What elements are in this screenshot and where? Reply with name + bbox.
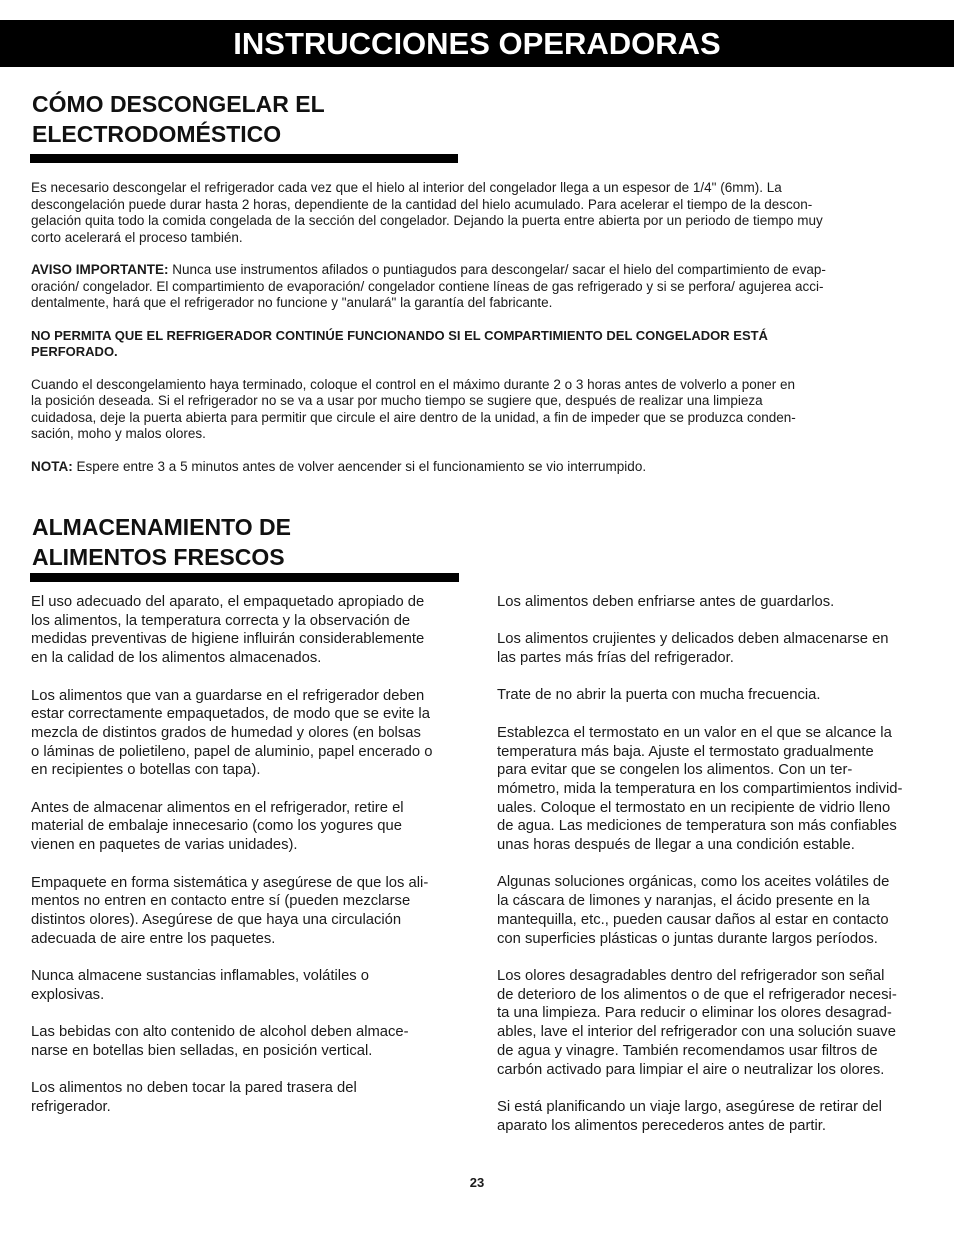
paragraph: Es necesario descongelar el refrigerador cada vez que el hielo al interior del congelador llega a un espesor de 1/4" (6mm). La descongelación puede durar hasta 2 horas, dependiente de la cantidad del hielo acumulado. Para acelerar el tiempo de la descon- gelación quita todo la comida congelada de la sección del congelador. Dejando la puerta entre abierta por un periodo de tiempo muy corto acelerará el proceso también. xyxy=(31,180,823,245)
section-divider xyxy=(30,573,459,582)
paragraph: Cuando el descongelamiento haya terminado, coloque el control en el máximo durante 2 o 3 horas antes de volverlo a poner en la posición deseada. Si el refrigerador no se va a usar por mucho tiempo se sugiere que, después de realizar una limpieza cuidadosa, deje la puerta abierta para permitir que circule el aire dentro de la unidad, a fin de impeder que se produzca conden- sación, moho y malos olores. xyxy=(31,376,796,441)
defrost-body xyxy=(31,180,931,491)
paragraph-note xyxy=(31,459,931,476)
page-number: 23 xyxy=(469,1175,485,1190)
important-text: Nunca use instrumentos afilados o puntiagudos para descongelar/ sacar el hielo del compartimiento de evap- oración/ congelador. El compartimiento de evaporación/ congelador contiene líneas de gas refrigerado y si se perfora/ agujerea acci- dentalmente, hará que el refrigerador no funcione y "anulará" la garantía del fabricante. xyxy=(31,262,826,310)
section-heading-line: ALMACENAMIENTO DE xyxy=(32,514,291,540)
paragraph: Establezca el termostato en un valor en el que se alcance la temperatura más baja. Ajuste el termostato gradualmente para evitar que se congelen los alimentos. Con un ter- mómetro, mida la temperatura en los compartimientos individ- uales. Coloque el termostato en un recipiente de vidrio lleno de agua. Las mediciones de temperatura son más confiables unas horas después de llegar a una condición estable. xyxy=(497,724,903,854)
paragraph: Antes de almacenar alimentos en el refrigerador, retire el material de embalaje innecesario (como los yogures que vienen en paquetes de varias unidades). xyxy=(31,799,404,854)
paragraph: El uso adecuado del aparato, el empaquetado apropiado de los alimentos, la temperatura correcta y la observación de medidas preventivas de higiene influirán considerablemente en la calidad de los alimentos almacenados. xyxy=(31,594,425,667)
note-label: NOTA: xyxy=(31,458,73,474)
section-divider xyxy=(30,154,458,163)
storage-right-column xyxy=(497,593,942,1154)
page-title: INSTRUCCIONES OPERADORAS xyxy=(0,20,954,67)
paragraph: Algunas soluciones orgánicas, como los aceites volátiles de la cáscara de limones y naranjas, el ácido presente en la mantequilla, etc., pueden causar daños al estar en contacto con superficies plásticas o juntas durante largos períodos. xyxy=(497,874,890,947)
section-heading-defrost xyxy=(32,89,325,149)
paragraph: Los alimentos deben enfriarse antes de guardarlos. xyxy=(497,594,835,610)
paragraph: Empaquete en forma sistemática y asegúrese de que los ali- mentos no entren en contacto entre sí (pueden mezclarse distintos olores). Asegúrese de que haya una circulación adecuada de aire entre los paquetes. xyxy=(31,874,429,947)
section-heading-line: CÓMO DESCONGELAR EL xyxy=(32,91,325,117)
section-heading-line: ALIMENTOS FRESCOS xyxy=(32,544,285,570)
paragraph: Las bebidas con alto contenido de alcohol deben almace- narse en botellas bien selladas, en posición vertical. xyxy=(31,1024,409,1059)
paragraph: Trate de no abrir la puerta con mucha frecuencia. xyxy=(497,687,821,704)
paragraph-important xyxy=(31,262,931,312)
paragraph: Los olores desagradables dentro del refrigerador son señal de deterioro de los alimentos o de que el refrigerador necesi- ta una limpieza. Para reducir o eliminar los olores desagrad- ables, lave el interior del refrigerador con una solución suave de agua y vinagre. También recomendamos usar filtros de carbón activado para limpiar el aire o neutralizar los olores. xyxy=(497,967,897,1078)
note-text: Espere entre 3 a 5 minutos antes de volver aencender si el funcionamiento se vio interrumpido. xyxy=(72,458,647,474)
important-label: AVISO IMPORTANTE: xyxy=(31,262,169,277)
paragraph: Si está planificando un viaje largo, asegúrese de retirar del aparato los alimentos perecederos antes de partir. xyxy=(497,1098,882,1134)
paragraph: Los alimentos crujientes y delicados deben almacenarse en las partes más frías del refrigerador. xyxy=(497,631,889,667)
paragraph: Los alimentos que van a guardarse en el refrigerador deben estar correctamente empaquetados, de modo que se evite la mezcla de distintos grados de humedad y olores (en bolsas o láminas de polietileno, papel de aluminio, papel encerado o en recipientes o botellas con tapa). xyxy=(31,687,433,779)
section-heading-storage xyxy=(32,512,291,572)
section-heading-line: ELECTRODOMÉSTICO xyxy=(32,121,282,147)
paragraph-warning: NO PERMITA QUE EL REFRIGERADOR CONTINÚE FUNCIONANDO SI EL COMPARTIMIENTO DEL CONGELADOR ESTÁ PERFORADO. xyxy=(31,327,768,359)
paragraph: Nunca almacene sustancias inflamables, volátiles o explosivas. xyxy=(31,968,370,1003)
paragraph: Los alimentos no deben tocar la pared trasera del refrigerador. xyxy=(31,1080,357,1115)
storage-left-column xyxy=(31,593,471,1135)
